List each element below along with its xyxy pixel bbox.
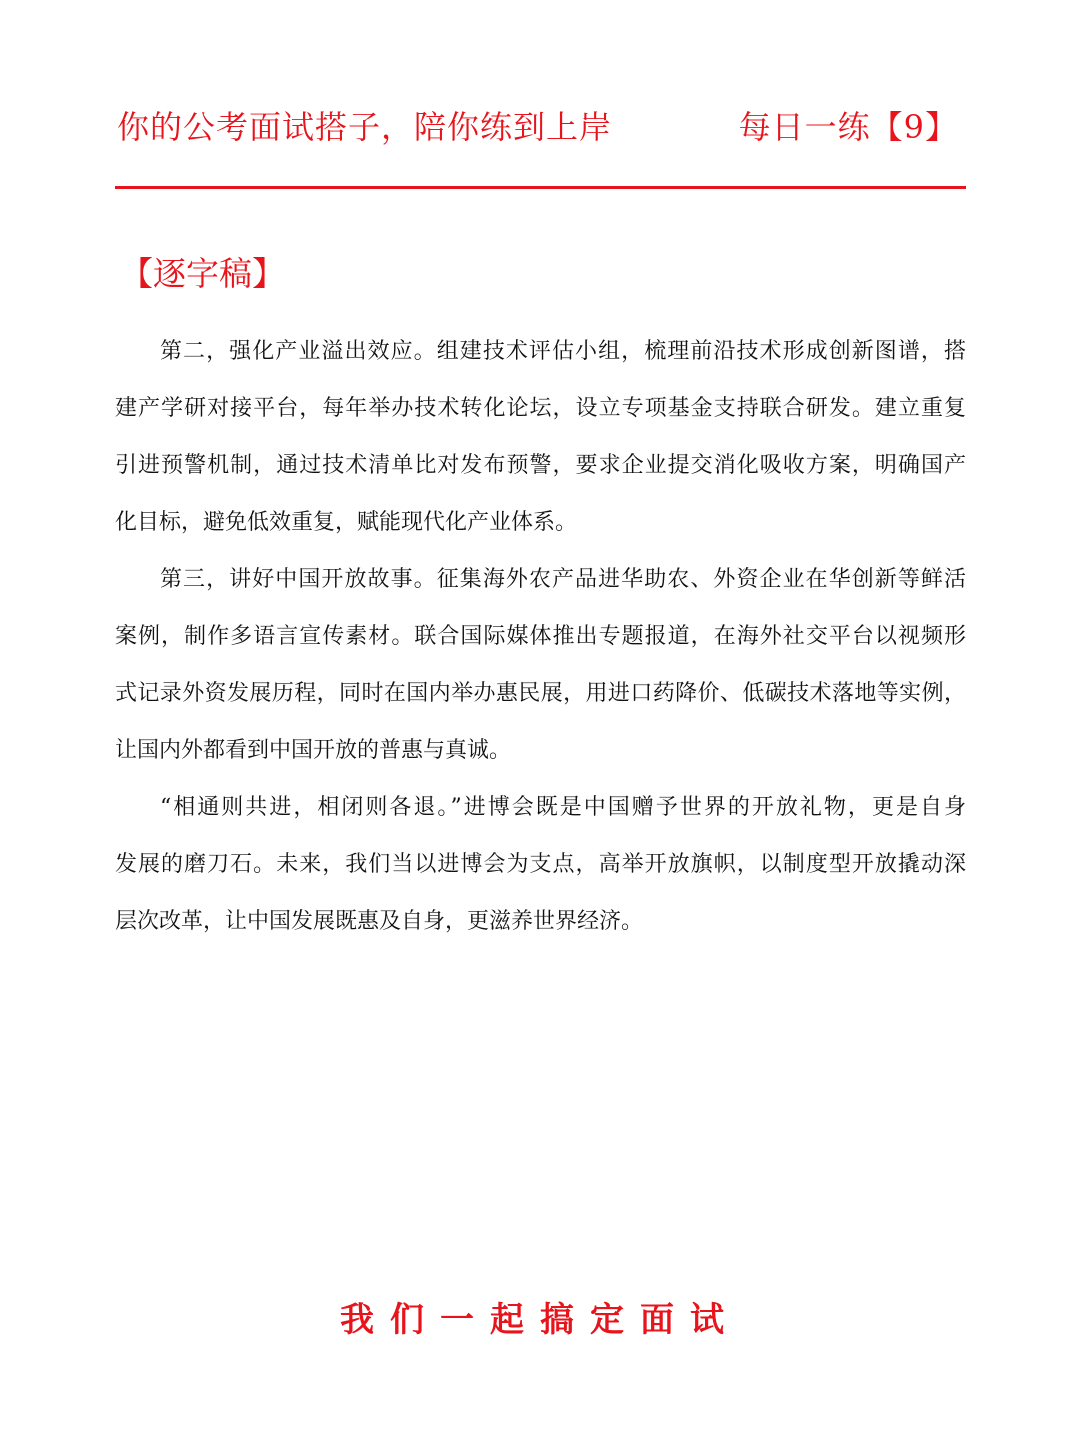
paragraph-line: 第三，讲好中国开放故事。征集海外农产品进华助农、外资企业在华创新等鲜活 <box>160 567 966 592</box>
paragraph-line: 发展的磨刀石。未来，我们当以进博会为支点，高举开放旗帜，以制度型开放撬动深 <box>115 852 966 877</box>
header-series: 每日一练【9】 <box>738 108 958 146</box>
paragraph-line: 建产学研对接平台，每年举办技术转化论坛，设立专项基金支持联合研发。建立重复 <box>115 396 966 421</box>
paragraph-line: 层次改革，让中国发展既惠及自身，更滋养世界经济。 <box>115 909 644 934</box>
section-title: 【逐字稿】 <box>120 254 285 293</box>
paragraph-line: 让国内外都看到中国开放的普惠与真诚。 <box>115 738 512 763</box>
paragraph <box>115 558 966 786</box>
paragraph-line: 化目标，避免低效重复，赋能现代化产业体系。 <box>115 510 578 535</box>
paragraph-line: 引进预警机制，通过技术清单比对发布预警，要求企业提交消化吸收方案，明确国产 <box>115 453 966 478</box>
paragraph-line: “相通则共进，相闭则各退。”进博会既是中国赠予世界的开放礼物，更是自身 <box>160 795 966 820</box>
paragraph <box>115 786 966 957</box>
document-body <box>115 330 966 957</box>
header-divider <box>115 186 966 189</box>
paragraph-line: 案例，制作多语言宣传素材。联合国际媒体推出专题报道，在海外社交平台以视频形 <box>115 624 966 649</box>
paragraph <box>115 330 966 558</box>
paragraph-line: 式记录外资发展历程，同时在国内举办惠民展，用进口药降价、低碳技术落地等实例， <box>115 681 966 706</box>
header-slogan: 你的公考面试搭子，陪你练到上岸 <box>117 108 613 146</box>
footer-slogan: 我们一起搞定面试 <box>340 1300 740 1340</box>
paragraph-line: 第二，强化产业溢出效应。组建技术评估小组，梳理前沿技术形成创新图谱，搭 <box>160 339 966 364</box>
